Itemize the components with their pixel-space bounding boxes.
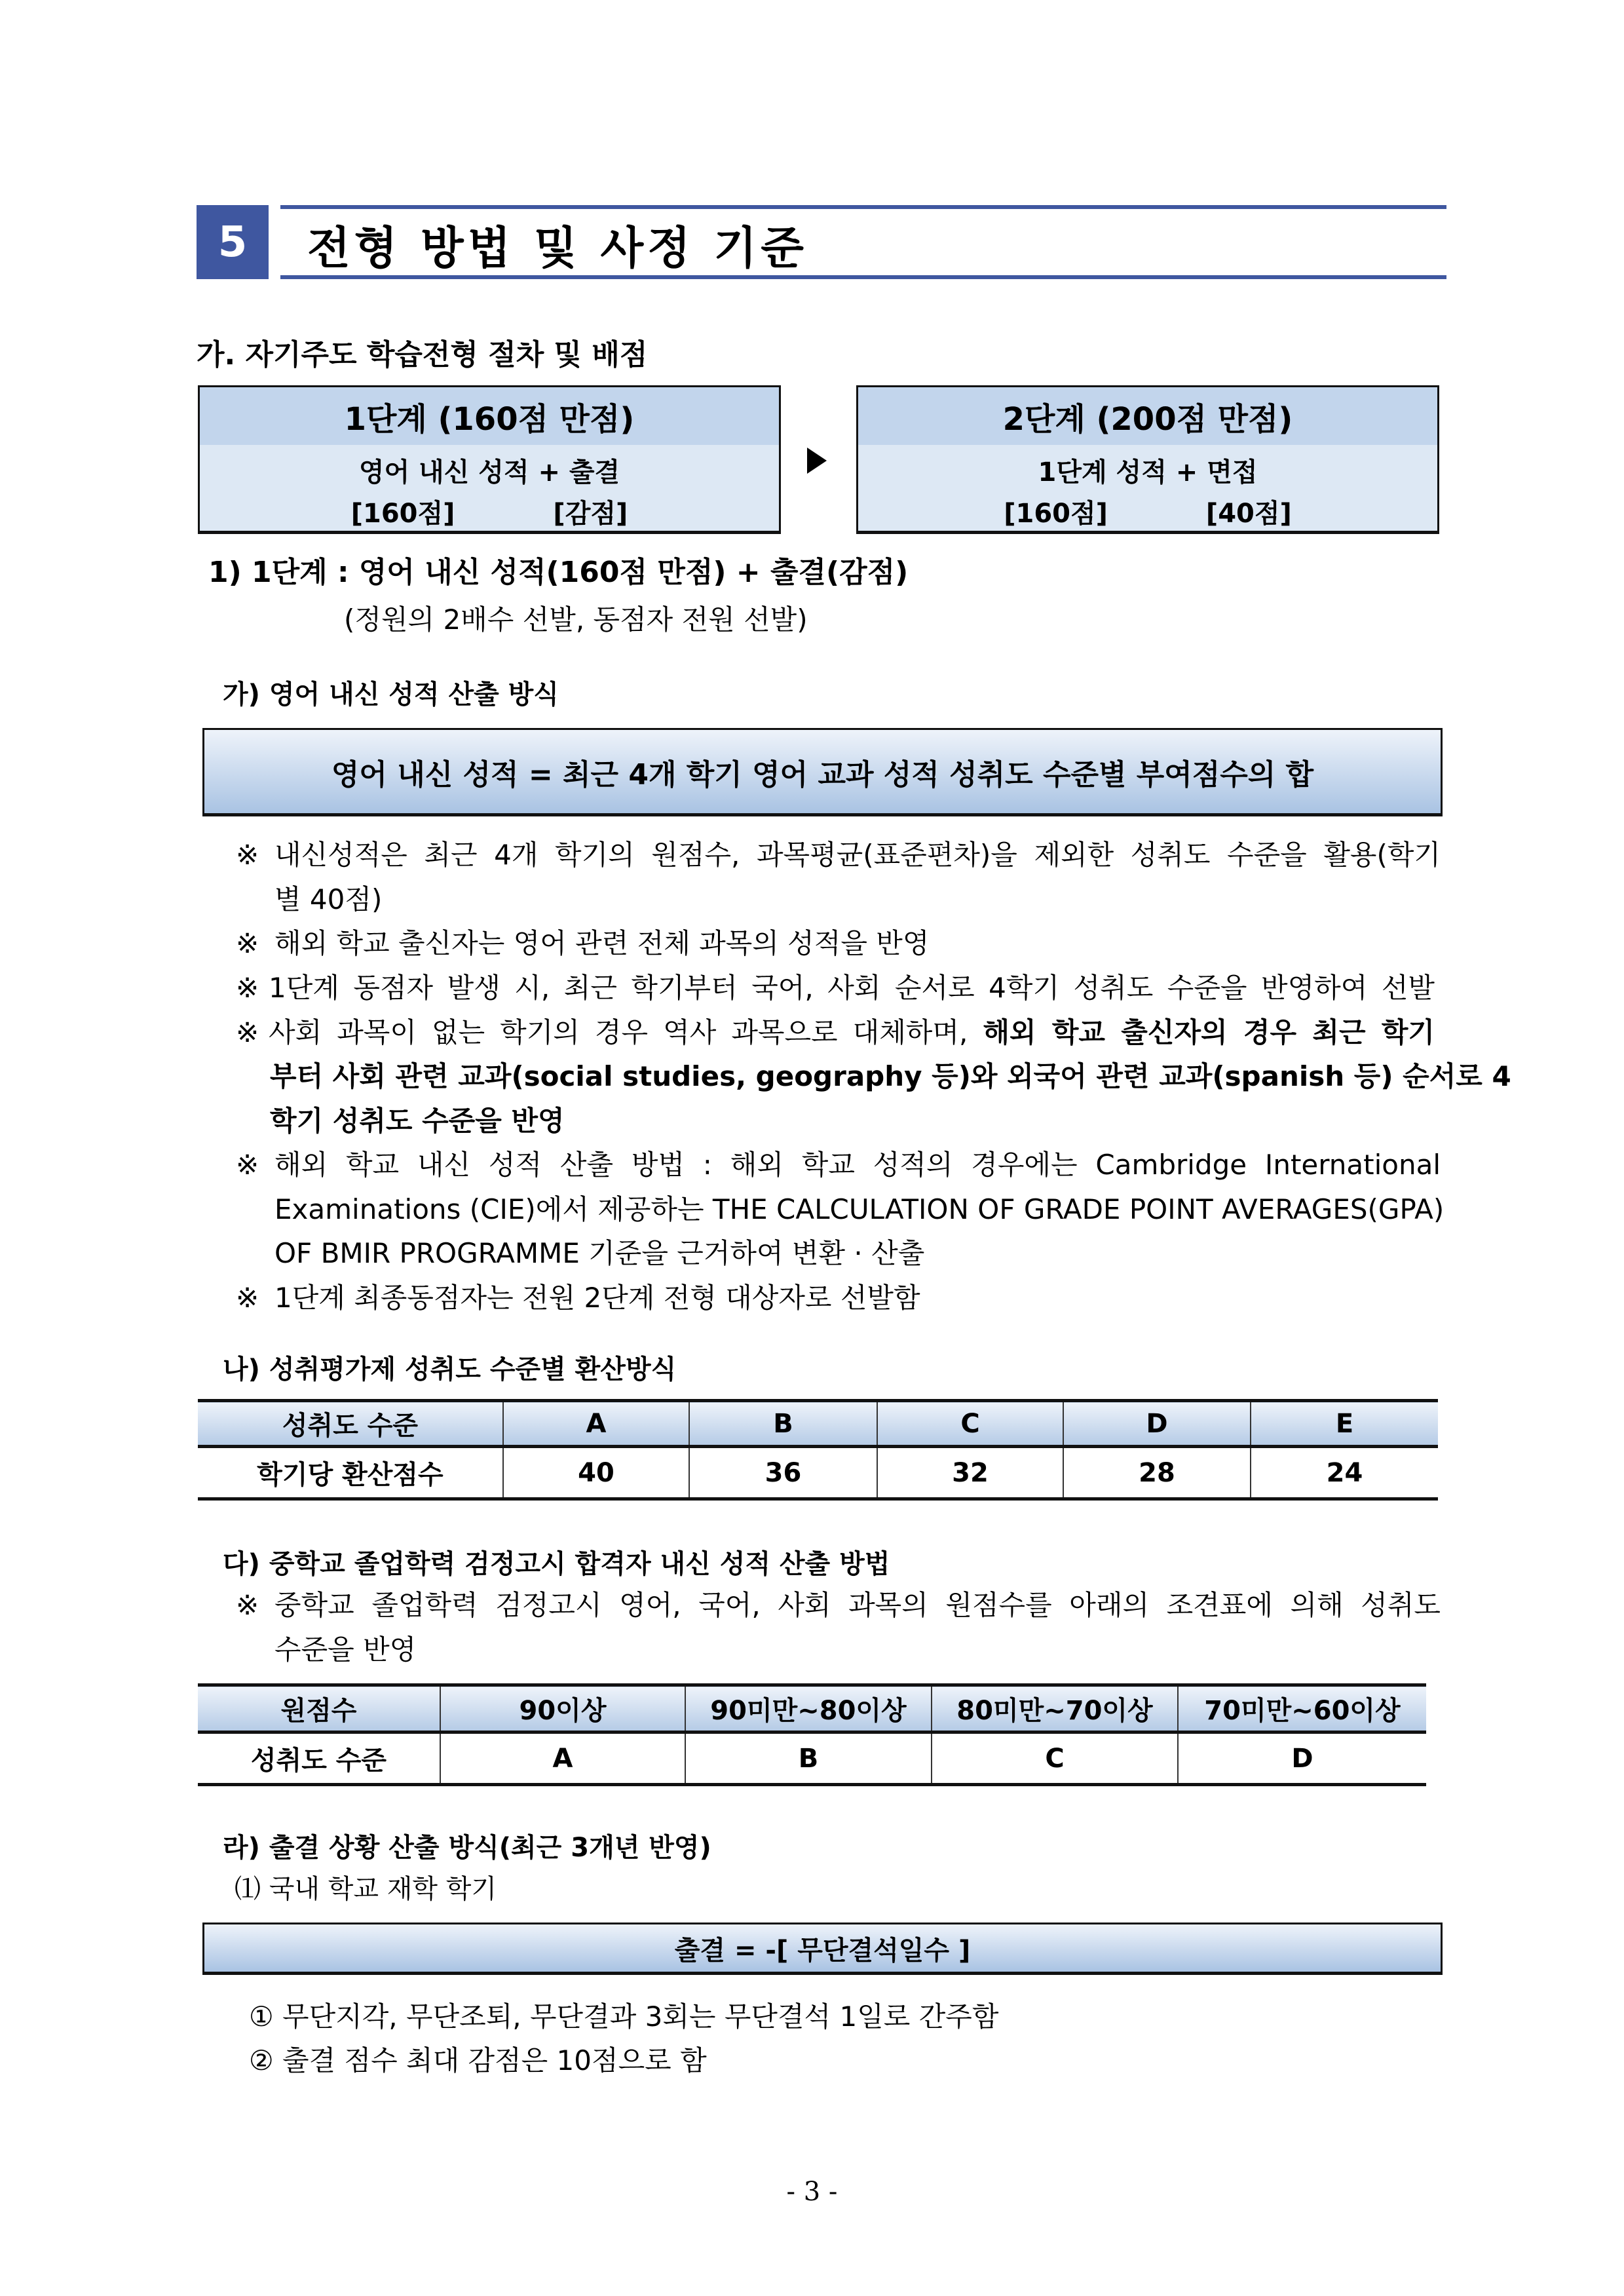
- table-header-cell: B: [689, 1401, 877, 1447]
- table-cell: 학기당 환산점수: [198, 1447, 503, 1499]
- note-5-line: Examinations (CIE)에서 제공하는 THE CALCULATION OF GRADE POINT AVERAGES(GPA): [274, 1193, 1445, 1225]
- table-header-cell: 90미만~80이상: [685, 1685, 932, 1732]
- table-header-cell: A: [503, 1401, 689, 1447]
- arrow-right-icon: [807, 448, 827, 474]
- note-mark: ※: [236, 839, 259, 871]
- table-header-row: [198, 1401, 1438, 1447]
- note-5-line: 해외 학교 내신 성적 산출 방법 : 해외 학교 성적의 경우에는 Cambridge International: [274, 1149, 1441, 1181]
- title-top-rule: [280, 205, 1446, 209]
- note-1-line: 별 40점): [274, 883, 383, 915]
- stage2-score2: [40점]: [1205, 499, 1292, 529]
- note-3-line: 1단계 동점자 발생 시, 최근 학기부터 국어, 사회 순서로 4학기 성취도 수준을 반영하여 선발: [269, 972, 1435, 1004]
- table-cell: A: [440, 1732, 685, 1785]
- section-title: 전형 방법 및 사정 기준: [307, 223, 808, 275]
- note-mark: ※: [236, 927, 259, 959]
- ged-score-table: [198, 1683, 1426, 1786]
- table-cell: C: [932, 1732, 1178, 1785]
- note-4-normal: 사회 과목이 없는 학기의 경우 역사 과목으로 대체하며,: [269, 1016, 983, 1048]
- attendance-rule-2: ② 출결 점수 최대 감점은 10점으로 함: [249, 2044, 707, 2076]
- sub-da-note-line: 중학교 졸업학력 검정고시 영어, 국어, 사회 과목의 원점수를 아래의 조견표에 의해 성취도: [274, 1589, 1441, 1621]
- sub-da-heading: 다) 중학교 졸업학력 검정고시 합격자 내신 성적 산출 방법: [223, 1549, 890, 1579]
- table-cell: 36: [689, 1447, 877, 1499]
- table-header-cell: D: [1063, 1401, 1251, 1447]
- sub-ga-heading: 가) 영어 내신 성적 산출 방식: [223, 679, 559, 710]
- table-cell: 32: [877, 1447, 1063, 1499]
- table-cell: 28: [1063, 1447, 1251, 1499]
- sub-ra-sub: ⑴ 국내 학교 재학 학기: [235, 1874, 497, 1904]
- table-header-cell: 성취도 수준: [198, 1401, 503, 1447]
- table-header-cell: E: [1251, 1401, 1438, 1447]
- note-4-bold: 부터 사회 관련 교과(social studies, geography 등)와 외국어 관련 교과(spanish 등) 순서로 4: [270, 1060, 1511, 1092]
- stage2-score1: [160점]: [1004, 499, 1108, 529]
- table-cell: D: [1178, 1732, 1426, 1785]
- note-4-bold: 해외 학교 출신자의 경우 최근 학기: [983, 1016, 1435, 1048]
- attendance-formula: 출결 = -[ 무단결석일수 ]: [202, 1923, 1443, 1975]
- table-cell: B: [685, 1732, 932, 1785]
- table-cell: 40: [503, 1447, 689, 1499]
- note-5-line: OF BMIR PROGRAMME 기준을 근거하여 변환 · 산출: [274, 1237, 925, 1269]
- stage2-title: 2단계 (200점 만점): [858, 387, 1437, 445]
- note-mark: ※: [236, 1149, 259, 1181]
- stage1-score1: [160점]: [350, 499, 455, 529]
- stage1-formula: 영어 내신 성적 + 출결: [358, 457, 620, 488]
- stage1-score2: [감점]: [553, 499, 628, 529]
- note-mark: ※: [236, 1282, 259, 1314]
- table-row: [198, 1447, 1438, 1499]
- table-header-cell: 원점수: [198, 1685, 440, 1732]
- step1-sub: (정원의 2배수 선발, 동점자 전원 선발): [344, 603, 808, 636]
- table-header-cell: 70미만~60이상: [1178, 1685, 1426, 1732]
- stage1-title: 1단계 (160점 만점): [200, 387, 779, 445]
- achievement-conversion-table: [198, 1399, 1438, 1501]
- stage2-box: [856, 385, 1439, 534]
- section-number: 5: [197, 205, 269, 279]
- stage1-box: [198, 385, 781, 534]
- english-grade-formula: 영어 내신 성적 = 최근 4개 학기 영어 교과 성적 성취도 수준별 부여점수의 합: [202, 728, 1443, 816]
- stage2-formula: 1단계 성적 + 면접: [1038, 457, 1258, 488]
- table-cell: 성취도 수준: [198, 1732, 440, 1785]
- step1-heading: 1) 1단계 : 영어 내신 성적(160점 만점) + 출결(감점): [208, 556, 909, 589]
- note-4-line: [269, 1013, 1435, 1052]
- table-header-cell: 80미만~70이상: [932, 1685, 1178, 1732]
- table-row: [198, 1732, 1426, 1785]
- note-1-line: 내신성적은 최근 4개 학기의 원점수, 과목평균(표준편차)을 제외한 성취도 수준을 활용(학기: [274, 839, 1441, 871]
- table-header-cell: 90이상: [440, 1685, 685, 1732]
- note-6-line: 1단계 최종동점자는 전원 2단계 전형 대상자로 선발함: [274, 1282, 920, 1314]
- note-mark: ※: [236, 972, 259, 1004]
- attendance-rule-1: ① 무단지각, 무단조퇴, 무단결과 3회는 무단결석 1일로 간주함: [249, 2000, 999, 2033]
- sub-ra-heading: 라) 출결 상황 산출 방식(최근 3개년 반영): [223, 1833, 711, 1863]
- part-a-heading: 가. 자기주도 학습전형 절차 및 배점: [197, 338, 648, 372]
- note-mark: ※: [236, 1016, 259, 1048]
- note-4-bold: 학기 성취도 수준을 반영: [270, 1105, 565, 1137]
- table-cell: 24: [1251, 1447, 1438, 1499]
- sub-na-heading: 나) 성취평가제 성취도 수준별 환산방식: [223, 1354, 677, 1385]
- table-header-row: [198, 1685, 1426, 1732]
- table-header-cell: C: [877, 1401, 1063, 1447]
- sub-da-note-line: 수준을 반영: [274, 1634, 417, 1666]
- note-mark: ※: [236, 1589, 259, 1621]
- note-2-line: 해외 학교 출신자는 영어 관련 전체 과목의 성적을 반영: [274, 927, 930, 959]
- page-number: - 3 -: [786, 2177, 838, 2207]
